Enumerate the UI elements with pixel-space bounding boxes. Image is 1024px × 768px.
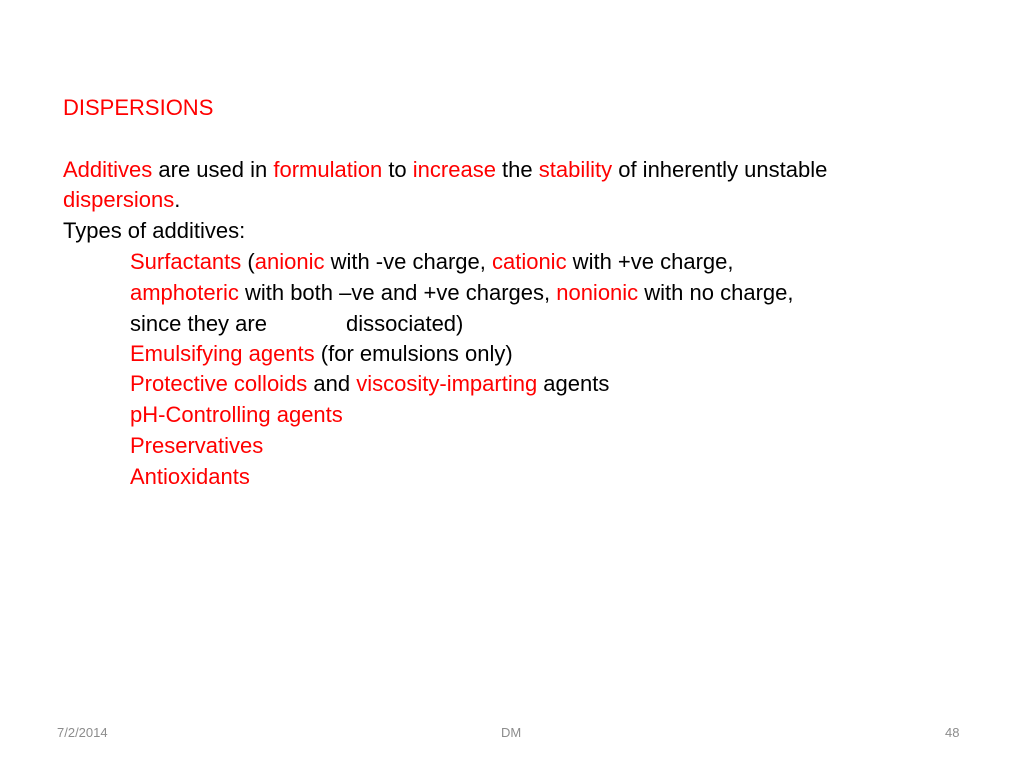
slide-heading — [63, 95, 213, 121]
term-protective-colloids: Protective colloids — [130, 371, 308, 396]
intro-line-2 — [63, 187, 180, 213]
ph-line — [130, 402, 343, 428]
cationic-desc: with +ve charge, — [566, 249, 734, 274]
term-additives: Additives — [63, 157, 153, 182]
term-increase: increase — [412, 157, 496, 182]
intro-line-1 — [63, 157, 827, 183]
intro-text-4: of inherently unstable — [612, 157, 828, 182]
emulsifying-desc: (for emulsions only) — [314, 341, 513, 366]
footer-page-number: 48 — [945, 725, 960, 740]
term-viscosity-imparting: viscosity-imparting — [356, 371, 538, 396]
surfactants-line-1 — [130, 249, 734, 275]
term-antioxidants: Antioxidants — [130, 464, 250, 489]
emulsifying-line — [130, 341, 513, 367]
preservatives-line — [130, 433, 263, 459]
paren-open: ( — [241, 249, 255, 274]
protective-line — [130, 371, 609, 397]
since-text: since they are — [130, 311, 267, 336]
types-label-text: Types of additives: — [63, 218, 246, 243]
term-amphoteric: amphoteric — [130, 280, 239, 305]
term-stability: stability — [538, 157, 613, 182]
term-formulation: formulation — [273, 157, 383, 182]
term-cationic: cationic — [491, 249, 567, 274]
protective-rest: agents — [537, 371, 610, 396]
footer-author: DM — [501, 725, 522, 740]
antioxidants-line — [130, 464, 250, 490]
footer-date: 7/2/2014 — [57, 725, 108, 740]
amphoteric-desc: with both –ve and +ve charges, — [238, 280, 557, 305]
nonionic-desc: with no charge, — [638, 280, 794, 305]
types-label — [63, 218, 245, 244]
surfactants-line-3 — [130, 311, 463, 337]
term-surfactants: Surfactants — [130, 249, 242, 274]
anionic-desc: with -ve charge, — [324, 249, 492, 274]
term-anionic: anionic — [254, 249, 325, 274]
heading-text: DISPERSIONS — [63, 95, 214, 120]
term-preservatives: Preservatives — [130, 433, 264, 458]
intro-period: . — [174, 187, 181, 212]
dissociated-text: dissociated) — [345, 311, 464, 336]
term-ph-agents: pH-Controlling agents — [130, 402, 343, 427]
term-emulsifying-agents: Emulsifying agents — [130, 341, 315, 366]
intro-text-3: the — [495, 157, 539, 182]
intro-text-2: to — [382, 157, 413, 182]
protective-and: and — [307, 371, 357, 396]
term-nonionic: nonionic — [556, 280, 639, 305]
intro-text-1: are used in — [152, 157, 274, 182]
term-dispersions: dispersions — [63, 187, 175, 212]
surfactants-line-2 — [130, 280, 793, 306]
